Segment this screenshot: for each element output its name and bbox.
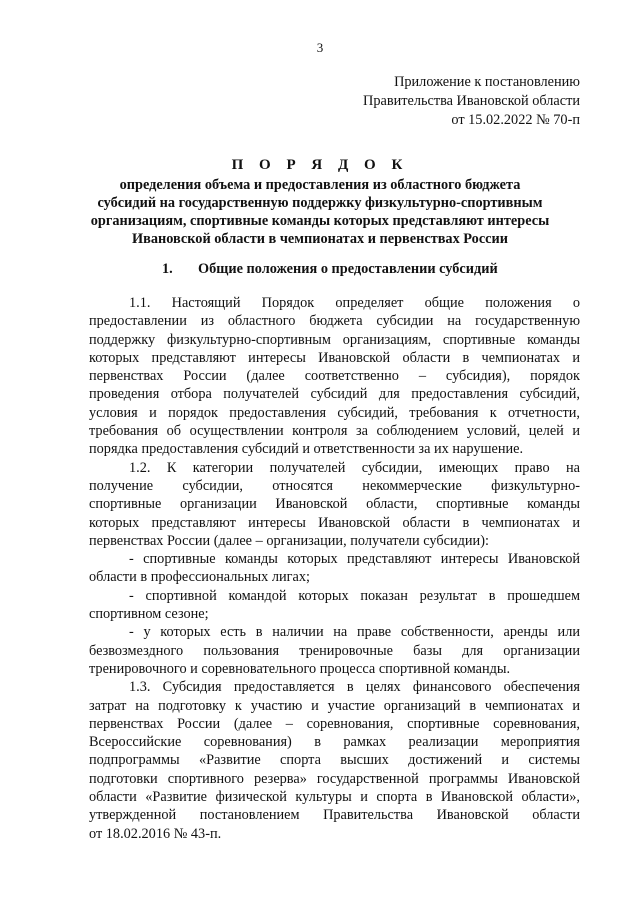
text-line: затрат на подготовку к участию и участие организаций в чемпионатах и: [89, 697, 580, 714]
text-line: порядка предоставления субсидий и ответственности за их нарушение.: [89, 441, 524, 458]
approval-block: [363, 73, 580, 130]
text-line: 1.3. Субсидия предоставляется в целях финансового обеспечения: [129, 679, 580, 696]
subtitle-line: Ивановской области в чемпионатах и первенствах России: [131, 231, 508, 247]
bullet-professional-leagues: [89, 550, 580, 587]
paragraph-1-2: [89, 459, 580, 550]
section-title: Общие положения о предоставлении субсидий: [198, 261, 498, 277]
text-line: проведения отбора получателей субсидий для предоставления субсидий,: [89, 386, 580, 403]
approval-line: от 15.02.2022 № 70-п: [451, 112, 580, 128]
subtitle-line: субсидий на государственную поддержку физкультурно-спортивным: [97, 195, 543, 211]
subtitle-line: определения объема и предоставления из областного бюджета: [119, 177, 521, 193]
text-line: области в профессиональных лигах;: [89, 569, 310, 586]
text-line: - спортивные команды которых представляют интересы Ивановской: [129, 551, 580, 568]
text-line: поддержку физкультурно-спортивным организациям, спортивные команды: [89, 331, 580, 348]
text-line: условия и порядок предоставления субсидий, требования к отчетности,: [89, 404, 580, 421]
text-line: 1.1. Настоящий Порядок определяет общие положения о: [129, 295, 580, 311]
text-line: спортивном сезоне;: [89, 606, 209, 623]
text-line: первенствах России (далее соответственно – субсидия), порядок: [89, 368, 580, 385]
text-line: первенствах России (далее – организации, получатели субсидии):: [89, 532, 489, 549]
text-line: утвержденной постановлением Правительства Ивановской области: [89, 807, 580, 824]
text-line: - у которых есть в наличии на праве собственности, аренды или: [129, 624, 580, 641]
text-line: получение субсидии, относятся некоммерческие физкультурно-: [89, 477, 580, 494]
text-line: первенствах России (далее – соревнования, спортивные соревнования,: [89, 715, 580, 732]
text-line: предоставлении из областного бюджета субсидии на государственную: [89, 313, 580, 330]
text-line: области «Развитие физической культуры и спорта в Ивановской области»,: [89, 789, 580, 806]
section-number: 1.: [162, 261, 173, 277]
text-line: спортивные организации Ивановской области, спортивные команды: [89, 496, 580, 513]
bullet-season-result: [89, 587, 580, 624]
approval-line: Правительства Ивановской области: [363, 93, 580, 109]
paragraph-1-3: [89, 678, 580, 843]
text-line: подпрограммы «Развитие спорта высших достижений и системы: [89, 752, 580, 769]
text-line: которых представляют интересы Ивановской области в чемпионатах и: [89, 349, 580, 366]
document-body: [89, 294, 580, 843]
paragraph-1-1: [89, 294, 580, 459]
text-line: от 18.02.2016 № 43-п.: [89, 825, 222, 842]
document-title: П О Р Я Д О К: [231, 157, 409, 173]
page-number: 3: [316, 40, 324, 55]
text-line: Всероссийские соревнования) в рамках реализации мероприятия: [89, 734, 580, 751]
approval-line: Приложение к постановлению: [394, 74, 580, 90]
subtitle-line: организациям, спортивные команды которых представляют интересы: [90, 213, 550, 229]
text-line: безвозмездного пользования тренировочные базы для организации: [89, 642, 580, 659]
text-line: 1.2. К категории получателей субсидии, имеющих право на: [129, 459, 580, 476]
text-line: которых представляют интересы Ивановской области в чемпионатах и: [89, 514, 580, 531]
text-line: требования об осуществлении контроля за соблюдением условий, целей и: [89, 423, 580, 440]
bullet-training-bases: [89, 623, 580, 678]
text-line: подготовки спортивного резерва» государственной программы Ивановской: [89, 770, 580, 787]
text-line: тренировочного и соревновательного процесса спортивной команды.: [89, 660, 511, 677]
document-subtitle: [60, 176, 580, 248]
text-line: - спортивной командой которых показан результат в прошедшем: [129, 587, 580, 604]
